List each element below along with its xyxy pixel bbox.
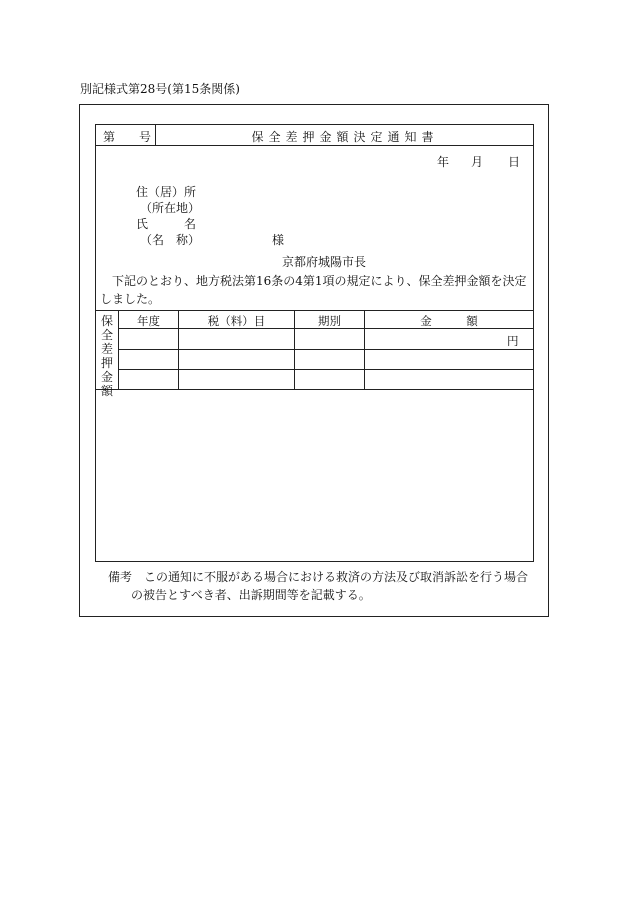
- document-title: 保全差押金額決定通知書: [251, 130, 439, 144]
- location-label: （所在地）: [140, 201, 201, 215]
- column-header-period: 期別: [318, 314, 341, 328]
- table-row-divider: [118, 369, 533, 370]
- side-label-char: 金: [100, 370, 113, 384]
- amount-unit-label: 円: [507, 334, 519, 348]
- document-number-label: 第 号: [103, 130, 152, 144]
- side-label-char: 押: [100, 356, 113, 370]
- side-label-char: 保: [100, 314, 113, 328]
- honorific-label: 様: [272, 233, 285, 247]
- entity-name-label: （名 称）: [140, 233, 201, 247]
- side-label-char: 差: [100, 342, 113, 356]
- table-row-divider: [118, 349, 533, 350]
- remarks-block: [108, 568, 538, 604]
- table-side-label: [97, 314, 117, 398]
- date-day-label: 日: [508, 155, 521, 169]
- notice-body-content: 下記のとおり、地方税法第16条の4第1項の規定により、保全差押金額を決定しました。: [100, 274, 527, 306]
- remarks-line-1: この通知に不服がある場合における救済の方法及び取消訴訟を行う場合: [144, 570, 529, 584]
- issuer-name: 京都府城陽市長: [282, 255, 367, 269]
- side-label-char: 全: [100, 328, 113, 342]
- header-divider: [96, 145, 533, 146]
- notice-body-text: [100, 272, 530, 308]
- form-caption: 別記様式第28号(第15条関係): [80, 82, 240, 96]
- remarks-label: 備考: [108, 570, 133, 584]
- side-label-char: 額: [100, 384, 113, 398]
- column-header-year: 年度: [137, 314, 160, 328]
- date-month-label: 月: [471, 155, 484, 169]
- address-label: 住（居）所: [136, 185, 197, 199]
- column-header-tax-item: 税（料）目: [207, 314, 266, 328]
- name-label: 氏 名: [136, 217, 197, 231]
- column-header-amount: 金 額: [420, 314, 478, 328]
- date-year-label: 年: [437, 155, 450, 169]
- table-top-border: [96, 310, 533, 311]
- remarks-line-2: の被告とすべき者、出訴期間等を記載する。: [131, 588, 371, 602]
- table-bottom-border: [96, 389, 533, 390]
